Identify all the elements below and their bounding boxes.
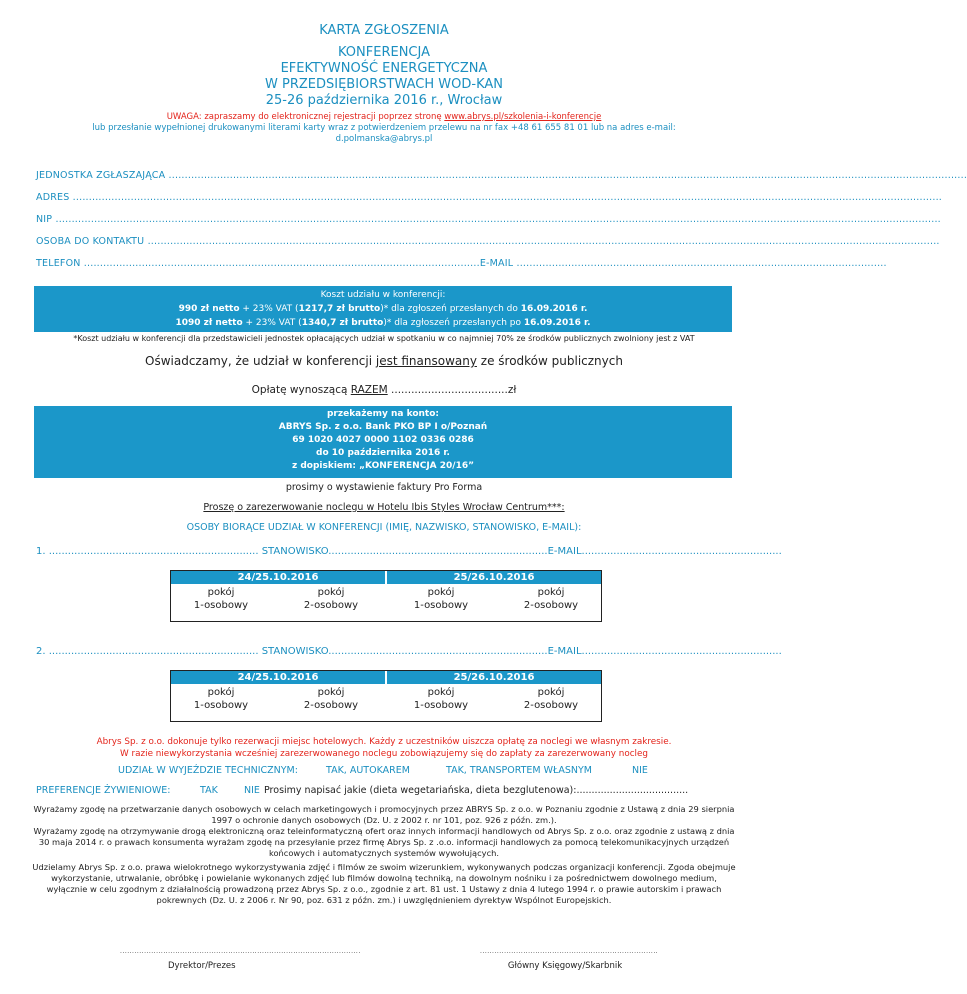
payment[interactable]: Opłatę wynoszącą RAZEM ...................................zł (251, 384, 517, 396)
cost-banner (34, 286, 732, 332)
room-single-1b[interactable]: pokój 1-osobowy (413, 587, 469, 611)
signature-right-label: Główny Księgowy/Skarbnik (507, 961, 623, 971)
consent-p2: Wyrażamy zgodę na otrzymywanie drogą elektroniczną oraz teleinformatyczną ofert oraz innych informacji handlowych od Abrys Sp. z o.o. oraz zgodnie z ustawą z dnia 30 maja 2014 r. o prawach konsumenta wyrażam zgodę na przesyłanie przez firmę Abrys Sp. z .o.o. informacji handlowych za pomocą telekomunikacyjnych urządzeń końcowych i automatycznych systemów wywołujących. (33, 826, 735, 858)
unit-field[interactable]: JEDNOSTKA ZGŁASZAJĄCA ........................................................................................................................................................................................................................................................ (36, 170, 967, 181)
cost-footnote: *Koszt udziału w konferencji dla przedstawicieli jednostek opłacających udział w spotkaniu w co najmniej 70% ze środków publicznych zwolniony jest z VAT (73, 334, 695, 343)
signature-left-label: Dyrektor/Prezes (168, 961, 236, 971)
room-table-2 (170, 670, 602, 722)
card-title: KARTA ZGŁOSZENIA (319, 23, 449, 38)
address-field[interactable]: ADRES .............................................................................................................................................................................................................................................................................. (36, 192, 943, 203)
cost-title: Koszt udziału w konferencji: (320, 290, 446, 300)
tech-trip-no[interactable]: NIE (632, 765, 648, 776)
night2-header: 25/26.10.2016 (387, 571, 601, 584)
nip-field[interactable]: NIP ................................................................................................................................................................................................................................................................................... (36, 214, 941, 225)
notice (20, 112, 748, 145)
consent-p3: Udzielamy Abrys Sp. z o.o. prawa wielokrotnego wykorzystywania zdjęć i filmów ze swoim wizerunkiem, wykonywanych podczas organizacji konferencji. Zgoda obejmuje wykorzystanie, utrwalanie, obróbkę i powielanie wykonanych zdjęć lub filmów dowolną techniką, na dowolnym nośniku i za pośrednictwem dowolnego medium, wyłącznie w celu zgodnym z działalnością prowadzoną przez Abrys Sp. z o.o., zgodnie z art. 81 ust. 1 Ustawy z dnia 4 lutego 1994 r. o prawie autorskim i prawach pokrewnych (Dz. U. z 2006 r. Nr 90, poz. 631 z późn. zm.) i uwzględnieniem dyrektyw Wspólnot Europejskich. (32, 862, 736, 905)
tech-trip-bus[interactable]: TAK, AUTOKAREM (326, 765, 410, 776)
notice-prefix: UWAGA: zapraszamy do elektronicznej rejestracji poprzez stronę (166, 112, 445, 122)
room-double-2a[interactable]: pokój 2-osobowy (303, 687, 359, 711)
tech-trip-label: UDZIAŁ W WYJEŹDZIE TECHNICZNYM: (118, 765, 298, 776)
room-double-1a[interactable]: pokój 2-osobowy (303, 587, 359, 611)
phone-email-field[interactable]: TELEFON ...........................................................................................................................E-MAIL ................................................................................................................... (36, 258, 887, 269)
conf-line3: W PRZEDSIĘBIORSTWACH WOD-KAN (265, 77, 503, 92)
hotel-request[interactable]: Proszę o zarezerwowanie noclegu w Hotelu Ibis Styles Wrocław Centrum***: (203, 502, 565, 513)
conf-line2: EFEKTYWNOŚĆ ENERGETYCZNA (280, 61, 488, 76)
notice-line2: lub przesłanie wypełnionej drukowanymi literami karty wraz z potwierdzeniem przelewu na nr fax +48 61 655 81 01 lub na adres e-mail: (92, 123, 676, 133)
room-table-1 (170, 570, 602, 622)
room-single-2b[interactable]: pokój 1-osobowy (413, 687, 469, 711)
conf-line1: KONFERENCJA (337, 45, 430, 60)
participant-1-row[interactable]: 1. .................................................................. STANOWISKO.....................................................................E-MAIL............................................................... (36, 546, 782, 557)
email-label: E-MAIL (479, 258, 514, 269)
consent-p1: Wyrażamy zgodę na przetwarzanie danych osobowych w celach marketingowych i promocyjnych przez ABRYS Sp. z o.o. w Poznaniu zgodnie z Ustawą z dnia 29 sierpnia 1997 o ochronie danych osobowych (Dz. U. z 2002 r. nr 101, poz. 926 z późn. zm.). (33, 804, 735, 825)
cost-line2: 1090 zł netto + 23% VAT (1340,7 zł brutto)* dla zgłoszeń przesłanych po 16.09.2016 r. (175, 318, 591, 328)
transfer-line4: do 10 października 2016 r. (316, 448, 450, 458)
cost-line1: 990 zł netto + 23% VAT (1217,7 zł brutto)* dla zgłoszeń przesłanych do 16.09.2016 r. (178, 304, 588, 314)
declaration: Oświadczamy, że udział w konferencji jest finansowany ze środków publicznych (145, 354, 623, 368)
food-yes[interactable]: TAK (200, 785, 218, 796)
food-no[interactable]: NIE (244, 785, 260, 796)
registration-link[interactable]: www.abrys.pl/szkolenia-i-konferencje (444, 112, 602, 122)
contact-label: OSOBA DO KONTAKTU (36, 236, 145, 247)
unit-label: JEDNOSTKA ZGŁASZAJĄCA (36, 170, 166, 181)
consent-block (30, 804, 738, 906)
transfer-line2: ABRYS Sp. z o.o. Bank PKO BP I o/Poznań (278, 422, 488, 432)
phone-label: TELEFON (36, 258, 81, 269)
signature-right: .......................................................................... Główny Księgowy/Skarbnik (480, 948, 659, 971)
room-double-1b[interactable]: pokój 2-osobowy (523, 587, 579, 611)
tech-trip-own[interactable]: TAK, TRANSPORTEM WŁASNYM (446, 765, 592, 776)
night2-header: 25/26.10.2016 (387, 671, 601, 684)
room-double-2b[interactable]: pokój 2-osobowy (523, 687, 579, 711)
room-single-2a[interactable]: pokój 1-osobowy (193, 687, 249, 711)
food-label: PREFERENCJE ŻYWIENIOWE: (36, 785, 171, 796)
conf-date: 25-26 października 2016 r., Wrocław (265, 93, 503, 108)
participant-2-row[interactable]: 2. .................................................................. STANOWISKO.....................................................................E-MAIL............................................................... (36, 646, 782, 657)
transfer-banner (34, 406, 732, 478)
participants-header: OSOBY BIORĄCE UDZIAŁ W KONFERENCJI (IMIĘ, NAZWISKO, STANOWISKO, E-MAIL): (186, 522, 582, 533)
transfer-line5: z dopiskiem: „KONFERENCJA 20/16” (291, 461, 475, 471)
night1-header: 24/25.10.2016 (171, 671, 385, 684)
nip-label: NIP (36, 214, 53, 225)
night1-header: 24/25.10.2016 (171, 571, 385, 584)
room-single-1a[interactable]: pokój 1-osobowy (193, 587, 249, 611)
food-note[interactable]: Prosimy napisać jakie (dieta wegetariańska, dieta bezglutenowa):..................................... (264, 785, 689, 796)
proforma-option[interactable]: prosimy o wystawienie faktury Pro Forma (285, 482, 483, 493)
contact-field[interactable]: OSOBA DO KONTAKTU ...................................................................................................................................................................................................................................................... (36, 236, 940, 247)
signature-left: .................................................................................................... Dyrektor/Prezes (120, 948, 361, 971)
hotel-note: Abrys Sp. z o.o. dokonuje tylko rezerwacji miejsc hotelowych. Każdy z uczestników uiszcza opłatę za noclegi we własnym zakresie. W razie niewykorzystania wcześniej zarezerwowanego noclegu zobowiązujemy się do zapłaty za zarezerwowany nocleg (96, 737, 672, 759)
transfer-line3: 69 1020 4027 0000 1102 0336 0286 (292, 435, 474, 445)
transfer-line1: przekażemy na konto: (326, 409, 440, 419)
address-label: ADRES (36, 192, 70, 203)
header (0, 23, 768, 109)
notice-email[interactable]: d.polmanska@abrys.pl (335, 134, 433, 144)
